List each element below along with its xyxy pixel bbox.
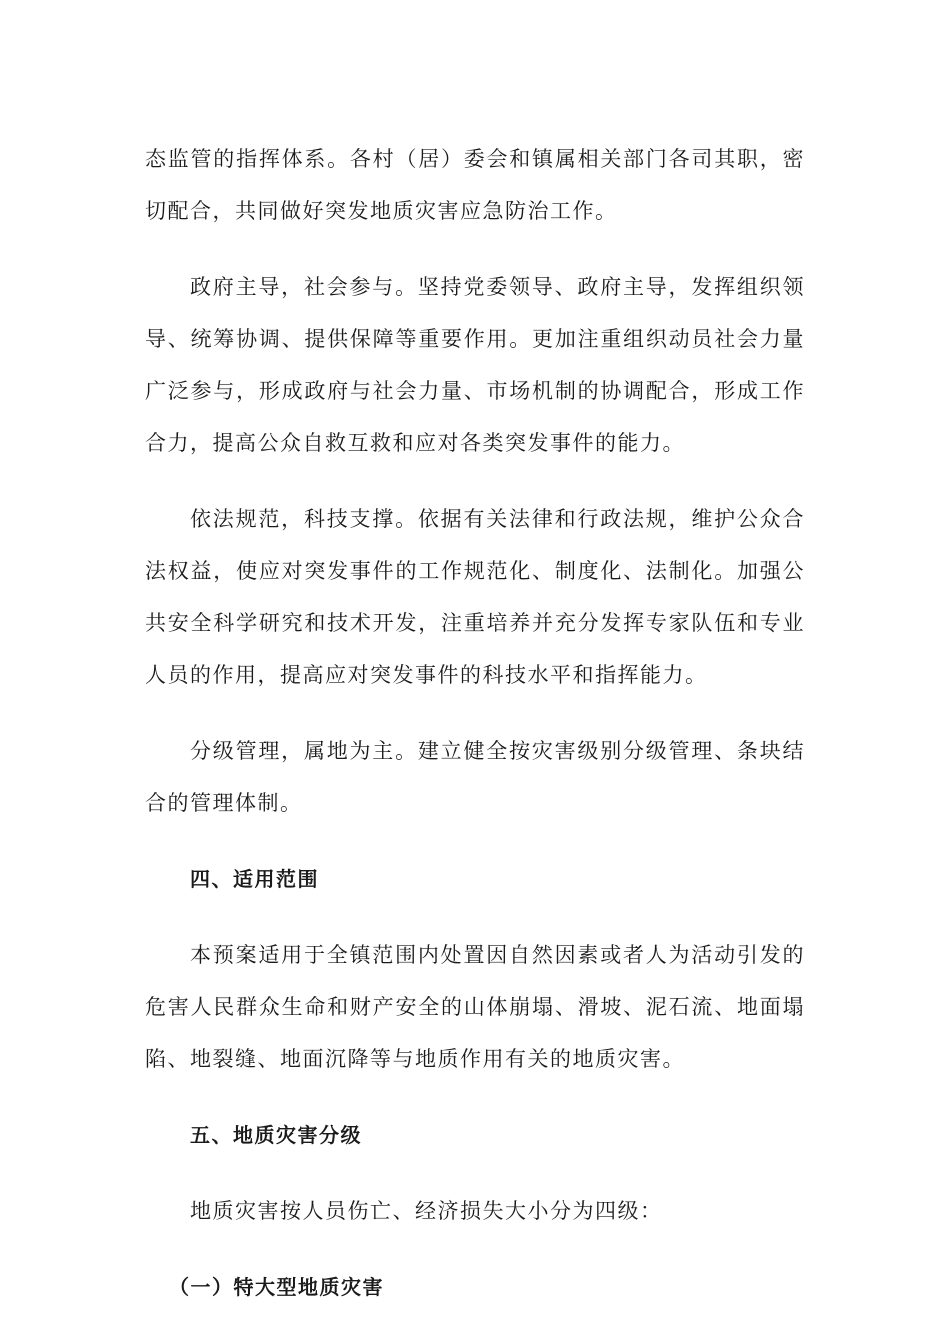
paragraph-scope: 本预案适用于全镇范围内处置因自然因素或者人为活动引发的危害人民群众生命和财产安全的山体崩塌、滑坡、泥石流、地面塌陷、地裂缝、地面沉降等与地质作用有关的地质灾害。 <box>145 943 805 1071</box>
section-heading-disaster-grading: 五、地质灾害分级 <box>190 1123 362 1147</box>
paragraph-law-technology: 依法规范，科技支撑。依据有关法律和行政法规，维护公众合法权益，使应对突发事件的工作规范化、制度化、法制化。加强公共安全科学研究和技术开发，注重培养并充分发挥专家队伍和专业人员的作用，提高应对突发事件的科技水平和指挥能力。 <box>145 507 805 687</box>
section-heading-scope: 四、适用范围 <box>190 867 319 891</box>
paragraph-government-led: 政府主导，社会参与。坚持党委领导、政府主导，发挥组织领导、统筹协调、提供保障等重要作用。更加注重组织动员社会力量广泛参与，形成政府与社会力量、市场机制的协调配合，形成工作合力，提高公众自救互救和应对各类突发事件的能力。 <box>145 275 805 455</box>
paragraph-command-system: 态监管的指挥体系。各村（居）委会和镇属相关部门各司其职，密切配合，共同做好突发地质灾害应急防治工作。 <box>145 147 805 223</box>
document-body <box>145 133 805 1313</box>
subsection-heading-extra-large: （一）特大型地质灾害 <box>169 1275 384 1299</box>
paragraph-graded-management: 分级管理，属地为主。建立健全按灾害级别分级管理、条块结合的管理体制。 <box>145 739 805 815</box>
paragraph-grading-intro: 地质灾害按人员伤亡、经济损失大小分为四级： <box>190 1199 663 1223</box>
